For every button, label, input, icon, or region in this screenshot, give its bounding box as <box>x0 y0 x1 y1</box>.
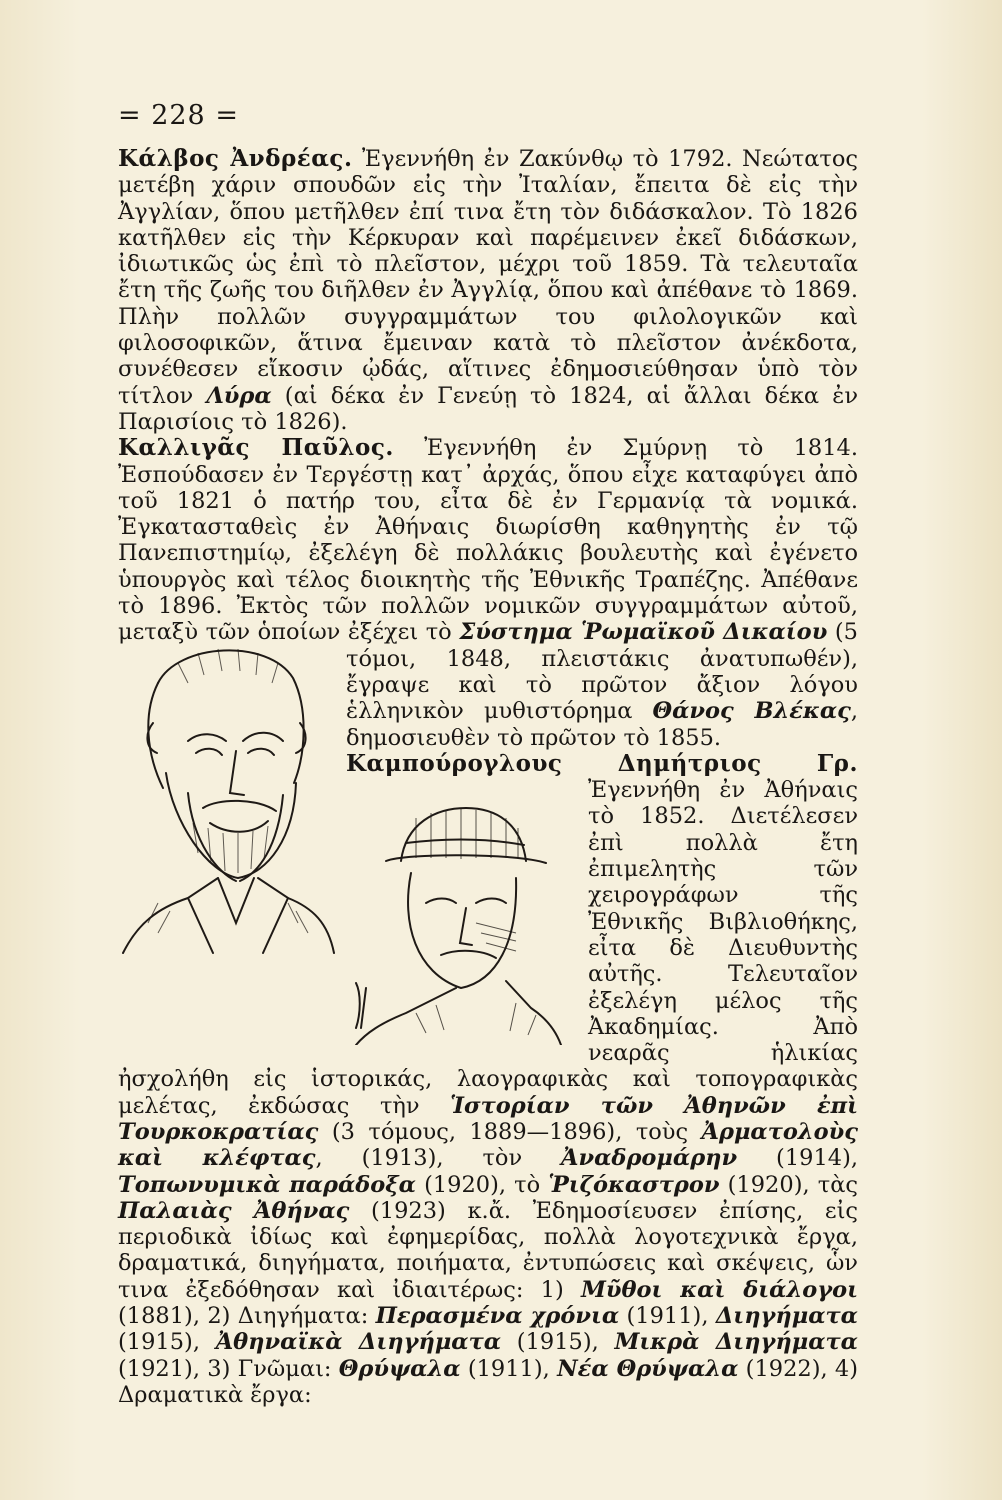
portrait-kampouroglous-drawing <box>346 783 576 1045</box>
work-title: Μικρὰ Διηγήματα <box>614 1329 858 1356</box>
work-title: Παλαιὰς Ἀθήνας <box>118 1197 350 1224</box>
work-title: Σύστημα Ῥωμαϊκοῦ Δικαίου <box>459 619 828 646</box>
work-title: Ἀθηναϊκὰ Διηγήματα <box>215 1329 502 1356</box>
portrait-kalligas <box>118 623 336 963</box>
work-title: Ἱστορίαν τῶν Ἀθηνῶν ἐπὶ Τουρκοκρατίας <box>118 1092 859 1145</box>
work-title: Θάνος Βλέκας <box>652 698 851 725</box>
work-title: Τοπωνυμικὰ παράδοξα <box>118 1171 416 1198</box>
work-title: Ἀναδρομάρην <box>561 1145 738 1172</box>
entry-kalligas: Καλλιγᾶς Παῦλος. Ἐγεννήθη ἐν Σμύρνῃ τὸ 1814. Ἐσπούδασεν ἐν Τεργέστῃ κατ᾽ ἀρχάς, ὅπου εἶχε καταφύγει ἀπὸ τοῦ 1821 ὁ πατήρ του, εἶτα δὲ ἐν Γερμανίᾳ τὰ νομικά. Ἐγκατασταθεὶς ἐν Ἀθήναις διωρίσθη καθηγητὴς ἐν τῷ Πανεπιστημίῳ, ἐξελέγη δὲ πολλάκις βουλευτὴς καὶ ἐγένετο ὑπουργὸς καὶ τέλος διοικητὴς τῆς Ἐθνικῆς Τραπέζης. Ἀπέθανε τὸ 1896. Ἐκτὸς τῶν πολλῶν νομικῶν συγγραμμάτων αὐτοῦ, μεταξὺ τῶν ὁποίων ἐξέχει τὸ Σύστημα Ῥωμαϊκοῦ Δικαίου (5 τόμοι, 1848, πλειστάκις ἀνατυπωθέν), ἔγραψε καὶ τὸ πρῶτον ἄξιον λόγου ἑλληνικὸν μυθιστόρημα Θάνος Βλέκας, δημοσιευθὲν τὸ πρῶτον τὸ 1855. <box>118 435 858 751</box>
entry-name: Καλλιγᾶς Παῦλος. <box>118 434 394 462</box>
work-title: Διηγήματα <box>715 1303 858 1330</box>
work-title: Νέα Θρύψαλα <box>557 1355 739 1382</box>
entry-kampouroglous: Καμπούρογλους Δημήτριος Γρ. Ἐγεννήθη ἐν Ἀθήναις τὸ 1852. Διετέλεσεν ἐπὶ πολλὰ ἔτη ἐπιμελητὴς τῶν χειρογράφων τῆς Ἐθνικῆς Βιβλιοθήκης, εἶτα δὲ Διευθυντὴς αὐτῆς. Τελευταῖον ἐξελέγη μέλος τῆς Ἀκαδημίας. Ἀπὸ νεαρᾶς ἡλικίας ἠσχολήθη εἰς ἱστορικάς, λαογραφικὰς καὶ τοπογραφικὰς μελέτας, ἐκδώσας τὴν Ἱστορίαν τῶν Ἀθηνῶν ἐπὶ Τουρκοκρατίας (3 τόμους, 1889—1896), τοὺς Ἀρματολοὺς καὶ κλέφτας, (1913), τὸν Ἀναδρομάρην (1914), Τοπωνυμικὰ παράδοξα (1920), τὸ Ῥιζόκαστρον (1920), τὰς Παλαιὰς Ἀθήνας (1923) κ.ἄ. Ἐδημοσίευσεν ἐπίσης, εἰς περιοδικὰ ἰδίως καὶ ἐφημερίδας, πολλὰ λογοτεχνικὰ ἔργα, δραματικά, διηγήματα, ποιήματα, ἐντυπώσεις καὶ σκέψεις, ὧν τινα ἐξεδόθησαν καὶ ἰδιαιτέρως: 1) Μῦθοι καὶ διάλογοι (1881), 2) Διηγήματα: Περασμένα χρόνια (1911), Διηγήματα (1915), Ἀθηναϊκὰ Διηγήματα (1915), Μικρὰ Διηγήματα (1921), 3) Γνῶμαι: Θρύψαλα (1911), Νέα Θρύψαλα (1922), 4) Δραματικὰ ἔργα: <box>118 749 859 1408</box>
entry-name: Κάλβος Ἀνδρέας. <box>118 145 353 172</box>
work-title: Ῥιζόκαστρον <box>548 1171 720 1198</box>
work-title: Μῦθοι καὶ διάλογοι <box>580 1276 858 1303</box>
work-title: Περασμένα χρόνια <box>375 1303 620 1330</box>
work-title: Θρύψαλα <box>338 1355 461 1382</box>
work-title: Λύρα <box>206 382 272 409</box>
page-number: = 228 = <box>118 100 239 131</box>
entry-kalvos: Κάλβος Ἀνδρέας. Ἐγεννήθη ἐν Ζακύνθῳ τὸ 1792. Νεώτατος μετέβη χάριν σπουδῶν εἰς τὴν Ἰταλίαν, ἔπειτα δὲ εἰς τὴν Ἀγγλίαν, ὅπου μετῆλθεν ἐπί τινα ἔτη τὸν διδάσκαλον. Τὸ 1826 κατῆλθεν εἰς τὴν Κέρκυραν καὶ παρέμεινεν ἐκεῖ διδάσκων, ἰδιωτικῶς ὡς ἐπὶ τὸ πλεῖστον, μέχρι τοῦ 1859. Τὰ τελευταῖα ἔτη τῆς ζωῆς του διῆλθεν ἐν Ἀγγλίᾳ, ὅπου καὶ ἀπέθανε τὸ 1869. Πλὴν πολλῶν συγγραμμάτων του φιλολογικῶν καὶ φιλοσοφικῶν, ἅτινα ἔμειναν κατὰ τὸ πλεῖστον ἀνέκδοτα, συνέθεσεν εἴκοσιν ᾠδάς, αἵτινες ἐδημοσιεύθησαν ὑπὸ τὸν τίτλον Λύρα (αἱ δέκα ἐν Γενεύῃ τὸ 1824, αἱ ἄλλαι δέκα ἐν Παρισίοις τὸ 1826). <box>118 145 858 435</box>
work-title: Ἀρματολοὺς καὶ κλέφτας <box>118 1118 858 1172</box>
entry-name: Καμπούρογλους Δημήτριος Γρ. <box>346 749 858 777</box>
portrait-kampouroglous <box>346 783 576 1045</box>
portrait-kalligas-drawing <box>118 623 336 963</box>
biography-text <box>118 146 858 1408</box>
